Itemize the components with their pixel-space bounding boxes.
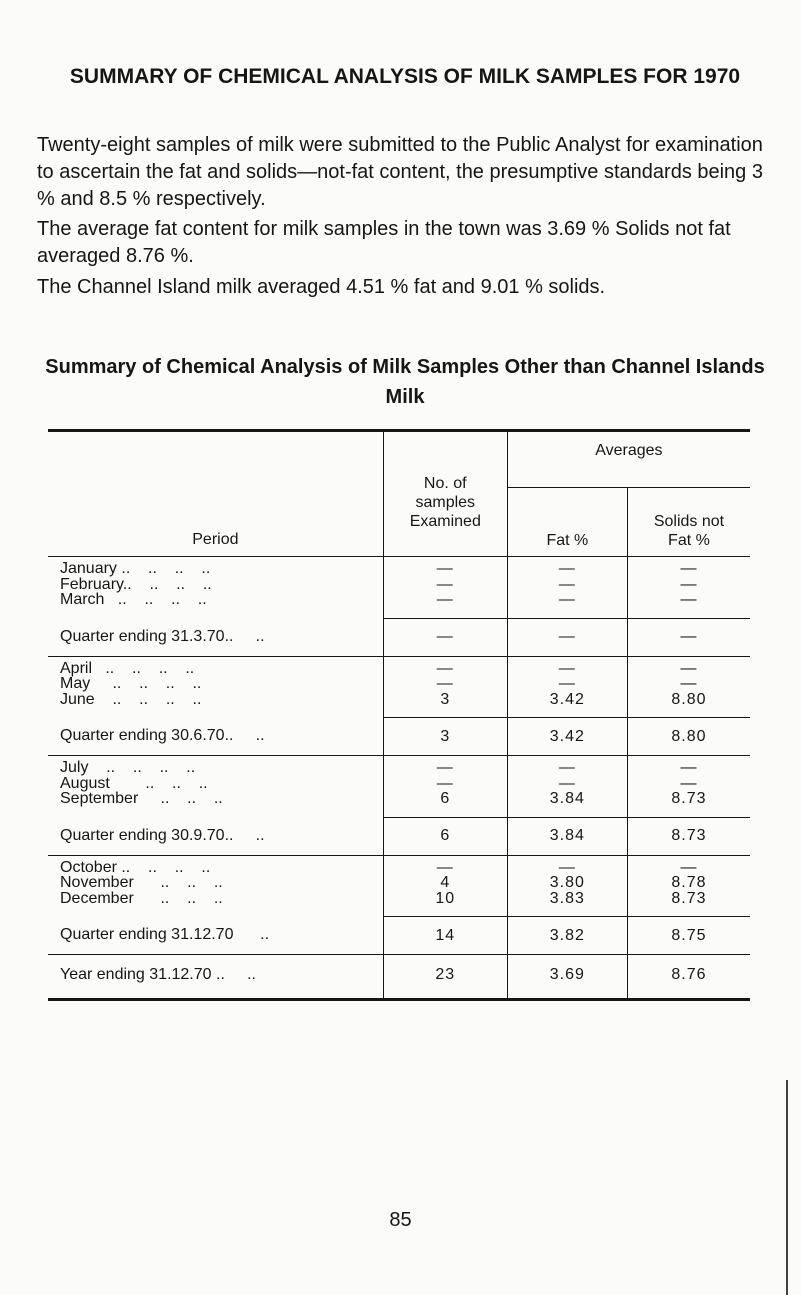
quarter-label: Quarter ending 30.6.70.. .. (48, 718, 383, 756)
samples-cell: — (383, 618, 507, 656)
table-row (48, 776, 750, 792)
year-label: Year ending 31.12.70 .. .. (48, 955, 383, 1000)
samples-cell: 23 (383, 955, 507, 1000)
fat-cell: 3.80 (507, 875, 627, 891)
samples-cell: — (383, 592, 507, 608)
month-label: September .. .. .. (48, 791, 383, 807)
intro-paragraph: Twenty-eight samples of milk were submitted to the Public Analyst for examination to ascertain the fat and solids—not-fat content, the presumptive standards being 3 % and 8.5 % respectively. (37, 134, 763, 210)
solids-cell: — (680, 659, 698, 677)
samples-cell: — (383, 656, 507, 676)
month-label: March .. .. .. .. (48, 592, 383, 608)
town-average-paragraph: The average fat content for milk samples in the town was 3.69 % Solids not fat averaged 8.76 %. (37, 218, 731, 267)
solids-cell: — (680, 560, 698, 577)
month-label: February.. .. .. .. (48, 577, 383, 593)
samples-cell: — (383, 577, 507, 593)
fat-cell: 3.69 (507, 955, 627, 1000)
solids-cell: 8.75 (627, 917, 750, 955)
fat-cell: — (507, 656, 627, 676)
quarter-label: Quarter ending 30.9.70.. .. (48, 817, 383, 855)
table-row (48, 692, 750, 708)
table-row (48, 557, 750, 577)
solids-cell: — (680, 591, 698, 608)
page-number: 85 (389, 1209, 412, 1231)
samples-cell: 6 (383, 791, 507, 807)
fat-cell: — (507, 577, 627, 593)
table-title: Summary of Chemical Analysis of Milk Samples Other than Channel Islands Milk (45, 356, 765, 408)
solids-cell: 8.76 (671, 966, 707, 983)
samples-cell: 10 (383, 891, 507, 907)
month-label: May .. .. .. .. (48, 676, 383, 692)
solids-cell: — (680, 675, 698, 692)
header-period: Period (48, 431, 383, 557)
month-label: June .. .. .. .. (48, 692, 383, 708)
table-row (48, 891, 750, 907)
solids-cell: 8.78 (671, 874, 707, 891)
fat-cell: — (507, 618, 627, 656)
quarter-total-row (48, 917, 750, 955)
quarter-total-row (48, 817, 750, 855)
table-row (48, 592, 750, 608)
quarter-label: Quarter ending 31.3.70.. .. (48, 618, 383, 656)
fat-cell: 3.42 (507, 718, 627, 756)
month-label: November .. .. .. (48, 875, 383, 891)
quarter-total-row (48, 618, 750, 656)
samples-cell: — (383, 676, 507, 692)
header-averages: Averages (507, 431, 750, 488)
table-row (48, 577, 750, 593)
samples-cell: 4 (383, 875, 507, 891)
channel-island-paragraph: The Channel Island milk averaged 4.51 % fat and 9.01 % solids. (37, 276, 606, 298)
fat-cell: 3.82 (507, 917, 627, 955)
year-total-row (48, 955, 750, 1000)
table-row (48, 875, 750, 891)
quarter-label: Quarter ending 31.12.70 .. (48, 917, 383, 955)
samples-cell: — (383, 855, 507, 875)
samples-cell: — (383, 776, 507, 792)
solids-cell: — (680, 759, 698, 776)
solids-cell: 8.73 (671, 790, 707, 807)
fat-cell: 3.84 (507, 791, 627, 807)
page-edge-line (786, 1080, 788, 1295)
fat-cell: — (507, 756, 627, 776)
month-label: December .. .. .. (48, 891, 383, 907)
samples-cell: — (383, 557, 507, 577)
samples-cell: — (383, 756, 507, 776)
solids-cell: 8.73 (671, 889, 707, 907)
table-row (48, 855, 750, 875)
header-fat: Fat % (507, 488, 627, 557)
fat-cell: — (507, 776, 627, 792)
month-label: January .. .. .. .. (48, 557, 383, 577)
quarter-total-row (48, 718, 750, 756)
solids-cell: — (680, 575, 698, 593)
solids-cell: — (680, 858, 698, 876)
samples-cell: 3 (383, 718, 507, 756)
fat-cell: — (507, 592, 627, 608)
month-label: August .. .. .. (48, 776, 383, 792)
fat-cell: 3.42 (507, 692, 627, 708)
samples-cell: 3 (383, 692, 507, 708)
month-label: October .. .. .. .. (48, 855, 383, 875)
header-samples-text: No. of samples Examined (409, 474, 481, 530)
solids-cell: — (627, 618, 750, 656)
solids-cell: 8.73 (627, 817, 750, 855)
page-title: SUMMARY OF CHEMICAL ANALYSIS OF MILK SAMPLES FOR 1970 (69, 65, 741, 88)
solids-cell: — (680, 774, 698, 792)
table-row (48, 756, 750, 776)
solids-cell: 8.80 (671, 690, 707, 708)
samples-cell: 6 (383, 817, 507, 855)
fat-cell: 3.84 (507, 817, 627, 855)
fat-cell: — (507, 855, 627, 875)
fat-cell: — (507, 557, 627, 577)
fat-cell: 3.83 (507, 891, 627, 907)
header-samples (383, 431, 507, 557)
header-row (48, 431, 750, 488)
header-solids-text: Solids not Fat % (653, 513, 725, 549)
table-row (48, 656, 750, 676)
fat-cell: — (507, 676, 627, 692)
month-label: April .. .. .. .. (48, 656, 383, 676)
samples-cell: 14 (383, 917, 507, 955)
header-solids (627, 488, 750, 557)
table-row (48, 791, 750, 807)
month-label: July .. .. .. .. (48, 756, 383, 776)
table-row (48, 676, 750, 692)
milk-analysis-table (48, 429, 750, 1001)
solids-cell: 8.80 (627, 718, 750, 756)
